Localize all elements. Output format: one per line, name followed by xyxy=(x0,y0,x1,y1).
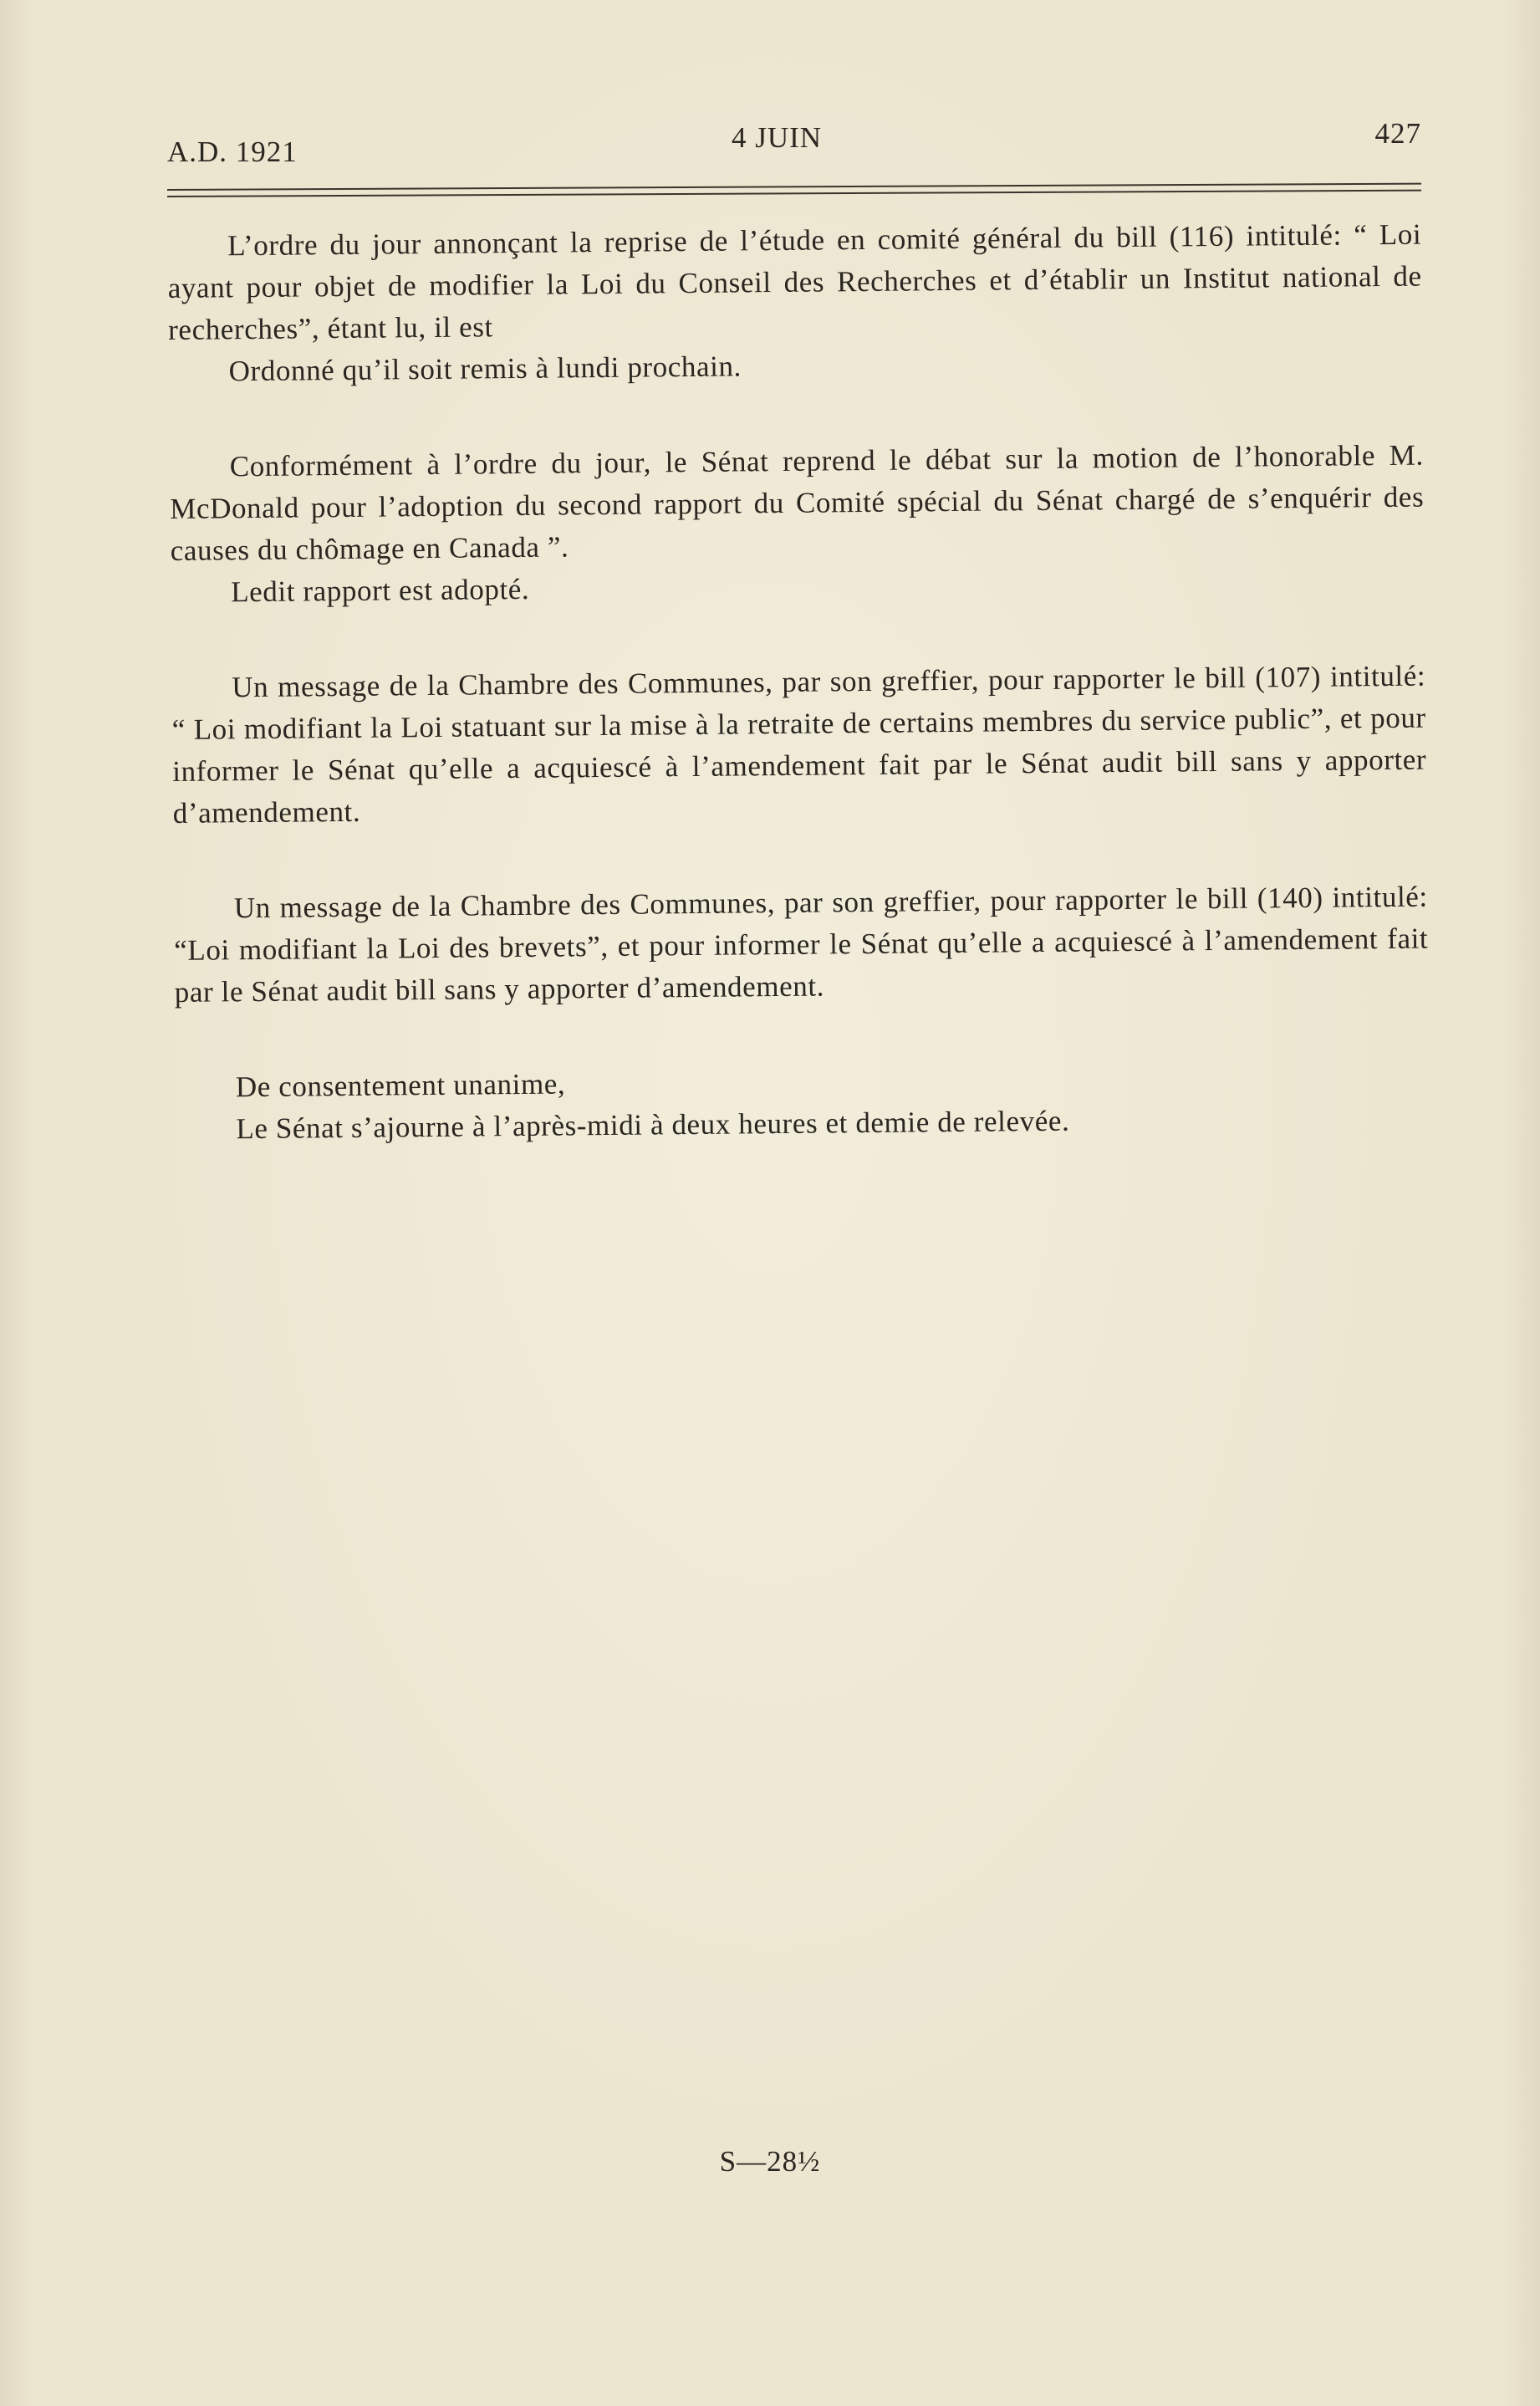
running-head xyxy=(167,117,1421,167)
paragraph-debate-motion: Conformément à l’ordre du jour, le Sénat reprend le débat sur la motion de l’honorable M. McDonald pour l’adoption du second rapport du Comité spécial du Sénat chargé de s’enquérir des causes du chômage en Canada ”. xyxy=(170,438,1425,567)
rule-line-top xyxy=(167,183,1421,191)
paragraph-adjournment: Le Sénat s’ajourne à l’après-midi à deux heures et demie de relevée. xyxy=(236,1104,1070,1146)
paragraph-unanimous-consent: De consentement unanime, xyxy=(235,1067,566,1104)
paragraph-bill-116: L’ordre du jour annonçant la reprise de l’étude en comité général du bill (116) intitulé: “ Loi ayant pour objet de modifier la Loi du Conseil des Recherches et d’établir un Institut national de recherches”, étant lu, il est xyxy=(167,217,1422,346)
paragraph-message-bill-107: Un message de la Chambre des Communes, par son greffier, pour rapporter le bill (107) intitulé: “ Loi modifiant la Loi statuant sur la mise à la retraite de certains membres du service public”, et pour informer le Sénat qu’elle a acquiescé à l’amendement fait par le Sénat audit bill sans y apporter d’amendement. xyxy=(171,659,1427,830)
header-year: A.D. 1921 xyxy=(167,135,298,168)
rule-line-bottom xyxy=(167,190,1421,197)
header-double-rule xyxy=(167,183,1421,202)
paragraph-order-deferred: Ordonné qu’il soit remis à lundi prochain. xyxy=(228,350,742,388)
paragraph-report-adopted: Ledit rapport est adopté. xyxy=(231,572,530,609)
page-number: 427 xyxy=(1374,117,1421,150)
journal-entries xyxy=(167,214,1430,1151)
signature-mark: S—28½ xyxy=(719,2145,821,2178)
paragraph-message-bill-140: Un message de la Chambre des Communes, par son greffier, pour rapporter le bill (140) intitulé: “Loi modifiant la Loi des brevets”, et pour informer le Sénat qu’elle a acquiescé à l’amendement fait par le Sénat audit bill sans y apporter d’amendement. xyxy=(174,880,1429,1009)
header-date: 4 JUIN xyxy=(732,121,823,154)
